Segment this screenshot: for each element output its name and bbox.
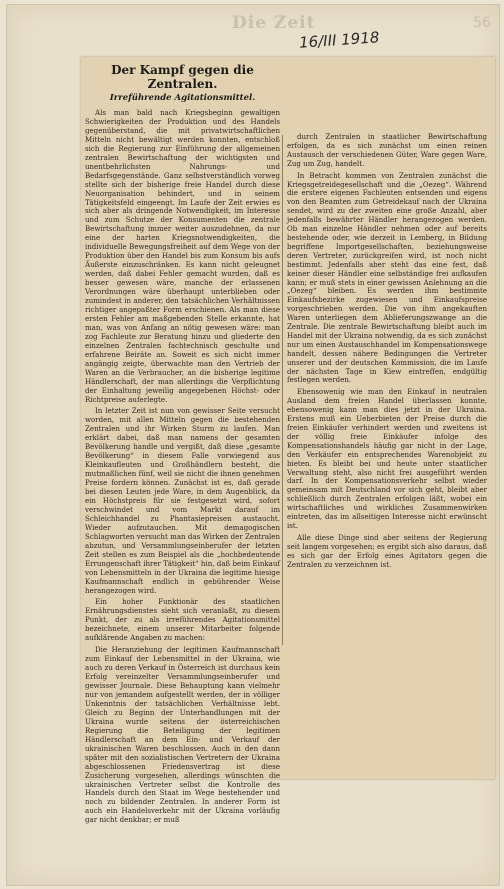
article-paragraph: Ein hoher Funktionär des staatlichen Ernährungsdienstes sieht sich veranlaßt, zu diesem Punkt, der zu als irreführendes Agitationsmittel bezeichnete, einem unserer Mitarbeiter folgende aufklärende Angaben zu machen: xyxy=(85,597,280,643)
article-paragraph: Alle diese Dinge sind aber seitens der Regierung seit langem vorgesehen; es ergibt sich also daraus, daß es sich gar der Erfolg eines Agitators gegen die Zentralen zu verzeichnen ist. xyxy=(287,532,487,569)
article-paragraph: durch Zentralen in staatlicher Bewirtschaftung erfolgen, da es sich zunächst um einen reinen Austausch der verschiedenen Güter, Ware gegen Ware, Zug um Zug, handelt. xyxy=(287,132,487,168)
article-paragraph: Als man bald nach Kriegsbeginn gewaltigen Schwierigkeiten der Produktion und des Handels gegenüberstand, die mit privatwirtschaftlichen Mitteln nicht bewältigt werden konnten, entschloß sich die Regierung zur Einführung der allgemeinen zentralen Bewirtschaftung der wichtigsten und unentbehrlichsten Nahrungs- und Bedarfsgegenstände. Ganz selbstverständlich vorweg stellte sich der bisherige freie Handel durch diese Neuorganisation behindert, und in seinem Tätigkeitsfeld eingeengt. Im Laufe der Zeit erwies es sich aber als dringende Notwendigkeit, im Interesse und zum Schutze der Konsumenten die zentrale Bewirtschaftung immer weiter auszudehnen, da nur eine der harten Kriegsnotwendigkeiten, die individuelle Bewegungsfreiheit auf dem Wege von der Produktion über den Handel bis zum Konsum bis aufs Äußerste einzuschränken. Es kann nicht geleugnet werden, daß dabei Fehler gemacht wurden, daß es besser gewesen wäre, manche der erlassenen Verordnungen wäre überhaupt unterblieben oder zumindest in anderer, den tatsächlichen Verhältnissen richtiger angepaßter Form erschienen. Als man diese ersten Fehler am maßgebenden Stelle erkannte, hat man, was von Anfang an nötig gewesen wäre: man zog Fachleute zur Beratung hinzu und gliederte den einzelnen Zentralen fachtechnisch geschulte und erfahrene Beiräte an. Soweit es sich nicht immer angängig zeigte, überwachte man den Vertrieb der Waren an die Verbraucher, an die bisherige legitime Händlerschaft, der man allerdings die Verpflichtung der Einhaltung jeweilig angegebenen Höchst- oder Richtpreise auferlegte. xyxy=(85,108,280,404)
article-paragraph: In letzter Zeit ist nun von gewisser Seite versucht worden, mit allen Mitteln gegen die bestehenden Zentralen und ihr Wirken Sturm zu laufen. Man erklärt dabei, daß man namens der gesamten Bevölkerung handle und vergißt, daß diese „gesamte Bevölkerung“ in diesem Falle vorwiegend aus Kleinkaufleuten und Großhändlern besteht, die mutmaßlichen fünf, weil sie nicht die ihnen genehmen Preise fordern können. Zunächst ist es, daß gerade bei diesen Leuten jede Ware, in dem Augenblick, da ein Höchstpreis für sie festgesetzt wird, sofort verschwindet und vom Markt darauf im Schleichhandel zu Phantasiepreisen austaucht. Wieder aufzutauchen. Mit demagogischen Schlagworten versucht man das Wirken der Zentralen abzutun, und Versammlungseinberufer der letzten Zeit stellen es zum Beispiel als die „hochbedeutende Errungenschaft ihrer Tätigkeit“ hin, daß beim Einkauf von Lebensmitteln in der Ukraina die legitime hiesige Kaufmannschaft endlich in gebührender Weise herangezogen wird. xyxy=(85,406,280,595)
folio-number: 56 xyxy=(473,15,491,31)
article-paragraph: Ebensowenig wie man den Einkauf in neutralen Ausland dem freien Handel überlassen konnte, ebensowenig kann man dies jetzt in der Ukraina. Erstens muß ein Ueberbieten der Preise durch die freien Einkäufer verhindert werden und zweitens ist der völlig freie Einkäufer infolge des Kompensationshandels häufig gar nicht in der Lage, den Verkäufer ein entsprechendes Warenobjekt zu bieten. Es bleibt bei und heute unter staatlicher Verwaltung steht, also nicht frei ausgeführt werden darf. In der Kompensationsverkehr selbst wieder gemeinsam mit Deutschland vor sich geht, bleibt aber schließlich durch Zentralen erfolgen läßt, wobei ein wirtschaftliches und wirkliches Zusammenwirken eintreten, das im allseitigen Interesse nicht erwünscht ist. xyxy=(287,387,487,530)
newspaper-masthead: Die Zeit xyxy=(232,13,316,33)
handwritten-date: 16/III 1918 xyxy=(298,28,380,52)
column-rule xyxy=(282,135,283,645)
article-title: Der Kampf gegen die Zentralen. xyxy=(111,63,254,91)
newspaper-clipping xyxy=(81,57,495,825)
article-column-right xyxy=(287,133,487,573)
article-column-left xyxy=(85,63,280,828)
article-paragraph: In Betracht kommen von Zentralen zunächst die Kriegsgetreidegesellschaft und die „Oezeg“. Während die erstere eigenen Fachleuten entsenden und eigens von den Beamten zum Getreidekauf nach der Ukraina sendet, wird zu der zweiten eine große Anzahl, aber jedenfalls bewährter Händler herangezogen werden. Ob man einzelne Händler nehmen oder auf bereits bestehende oder, wie derzeit in Lemberg, in Bildung begriffene Importgesellschaften, beziehungsweise deren Vertreter, zurückgreifen wird, ist noch nicht bestimmt. Jedenfalls aber steht das eine fest, daß keiner dieser Händler eine selbständige frei aufkaufen kann; er muß stets in einer gewissen Anlehnung an die „Oezeg“ bleiben. Es werden ihm bestimmte Einkaufsbezirke zugewiesen und Einkaufspreise vorgeschrieben werden. Die von ihm angekauften Waren unterliegen dem Ablieferungszwange an die Zentrale. Die zentrale Bewirtschaftung bleibt auch im Handel mit der Ukraina notwendig, da es sich zunächst nur um einen Austauschhandel im Kompensationswege handelt, dessen nähere Bedingungen die Vertreter unserer und der deutschen Kommission, die im Laufe der nächsten Tage in Kiew eintreffen, endgültig festlegen werden. xyxy=(287,170,487,385)
article-subtitle: Irreführende Agitationsmittel. xyxy=(109,93,256,103)
archive-board xyxy=(6,4,500,886)
article-paragraph: Die Heranziehung der legitimen Kaufmannschaft zum Einkauf der Lebensmittel in der Ukraina, wie auch zu deren Verkauf in Österreich ist durchaus kein Erfolg vereinzelter Versammlungseinberufer und gewisser Journale. Diese Behauptung kann vielmehr nur von jemandem aufgestellt werden, der in völliger Unkenntnis der tatsächlichen Verhältnisse lebt. Gleich zu Beginn der Unterhandlungen mit der Ukraina wurde seitens der österreichischen Regierung die Beteiligung der legitimen Händlerschaft an dem Ein- und Verkauf der ukrainischen Waren beschlossen. Auch in den dann später mit den sozialistischen Vertretern der Ukraina abgeschlossenen Friedensvertrag ist diese Zusicherung vorgesehen, allerdings wünschten die ukrainischen Vertreter selbst die Kontrolle des Handels durch den Staat im Wege bestehender und noch zu bildender Zentralen. In anderer Form ist auch ein Handelsverkehr mit der Ukraina vorläufig gar nicht denkbar; er muß xyxy=(85,645,280,825)
